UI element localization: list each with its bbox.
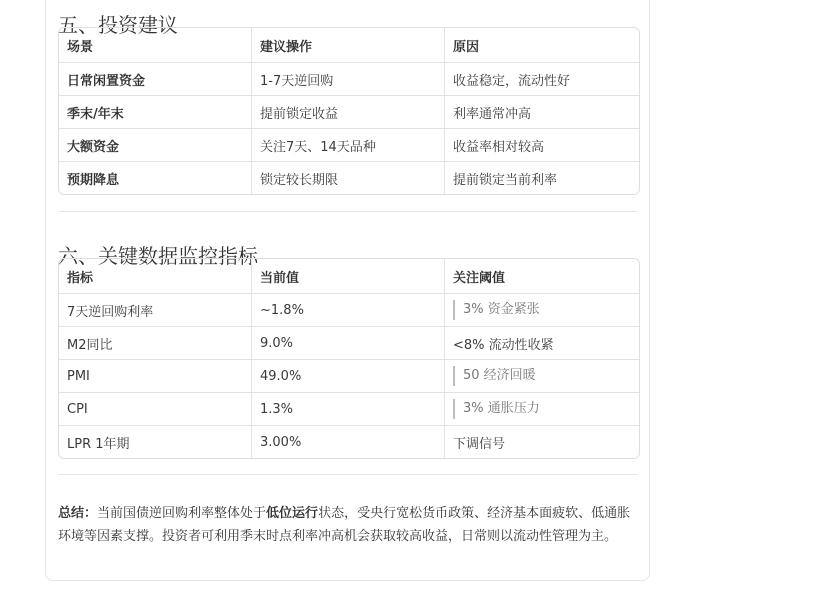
threshold-cell xyxy=(445,294,639,327)
current-value-cell: 49.0% xyxy=(252,360,445,393)
section-title-key-indicators: 六、关键数据监控指标 xyxy=(58,244,258,268)
threshold-cell: 下调信号 xyxy=(453,436,506,452)
reason-cell: 收益率相对较高 xyxy=(445,129,639,162)
summary-paragraph xyxy=(58,502,638,548)
current-value-cell: 3.00% xyxy=(252,426,445,458)
current-value-cell: 9.0% xyxy=(252,327,445,360)
table-row xyxy=(59,426,639,458)
section-title-investment-advice: 五、投资建议 xyxy=(58,13,178,37)
threshold-quote: 3% 通胀压力 xyxy=(453,399,540,419)
column-header-current-value: 当前值 xyxy=(252,259,445,294)
summary-label: 总结 xyxy=(58,506,85,521)
column-header-reason: 原因 xyxy=(445,28,639,63)
current-value-cell: 1.3% xyxy=(252,393,445,426)
table-row xyxy=(59,294,639,327)
indicator-cell: PMI xyxy=(59,360,252,393)
table-row xyxy=(59,96,639,129)
indicator-cell: M2同比 xyxy=(59,327,252,360)
scenario-cell: 预期降息 xyxy=(59,162,252,194)
threshold-cell xyxy=(445,393,639,426)
column-header-action: 建议操作 xyxy=(252,28,445,63)
reason-cell: 收益稳定，流动性好 xyxy=(445,63,639,96)
column-header-scenario: 场景 xyxy=(59,28,252,63)
scenario-cell: 大额资金 xyxy=(59,129,252,162)
indicator-cell: 7天逆回购利率 xyxy=(59,294,252,327)
column-header-indicator: 指标 xyxy=(59,259,252,294)
reason-cell: 利率通常冲高 xyxy=(445,96,639,129)
table-row xyxy=(59,162,639,194)
threshold-cell xyxy=(445,360,639,393)
summary-colon: ： xyxy=(84,506,98,521)
scenario-cell: 日常闲置资金 xyxy=(59,63,252,96)
table-row xyxy=(59,129,639,162)
indicator-cell: LPR 1年期 xyxy=(59,426,252,458)
threshold-cell: <8% 流动性收紧 xyxy=(445,327,639,360)
current-value-cell: ~1.8% xyxy=(252,294,445,327)
indicator-cell: CPI xyxy=(59,393,252,426)
summary-text-part1: 当前国债逆回购利率整体处于 xyxy=(97,506,267,521)
table-row xyxy=(59,327,639,360)
content-card xyxy=(45,0,650,581)
scenario-cell: 季末/年末 xyxy=(59,96,252,129)
table-header-row xyxy=(59,28,639,63)
key-indicators-table xyxy=(58,258,640,459)
section-divider xyxy=(58,474,638,475)
action-cell: 关注7天、14天品种 xyxy=(252,129,445,162)
investment-advice-table xyxy=(58,27,640,195)
section-divider xyxy=(58,211,638,212)
threshold-quote: 3% 资金紧张 xyxy=(453,300,540,320)
action-cell: 1-7天逆回购 xyxy=(252,63,445,96)
table-row xyxy=(59,360,639,393)
summary-emphasis: 低位运行 xyxy=(266,506,319,521)
column-header-threshold: 关注阈值 xyxy=(445,259,639,294)
table-row xyxy=(59,63,639,96)
reason-cell: 提前锁定当前利率 xyxy=(453,172,558,188)
action-cell: 锁定较长期限 xyxy=(252,162,445,194)
table-row xyxy=(59,393,639,426)
action-cell: 提前锁定收益 xyxy=(252,96,445,129)
table-header-row xyxy=(59,259,639,294)
summary-text-part2: 状态，受央行宽松货币政策、经济基本面疲软、低通胀环境等因素支撑。投资者可利用季末时点利率冲高机会获取较高收益，日常则以流动性管理为主。 xyxy=(58,506,631,544)
threshold-quote: 50 经济回暖 xyxy=(453,366,536,386)
